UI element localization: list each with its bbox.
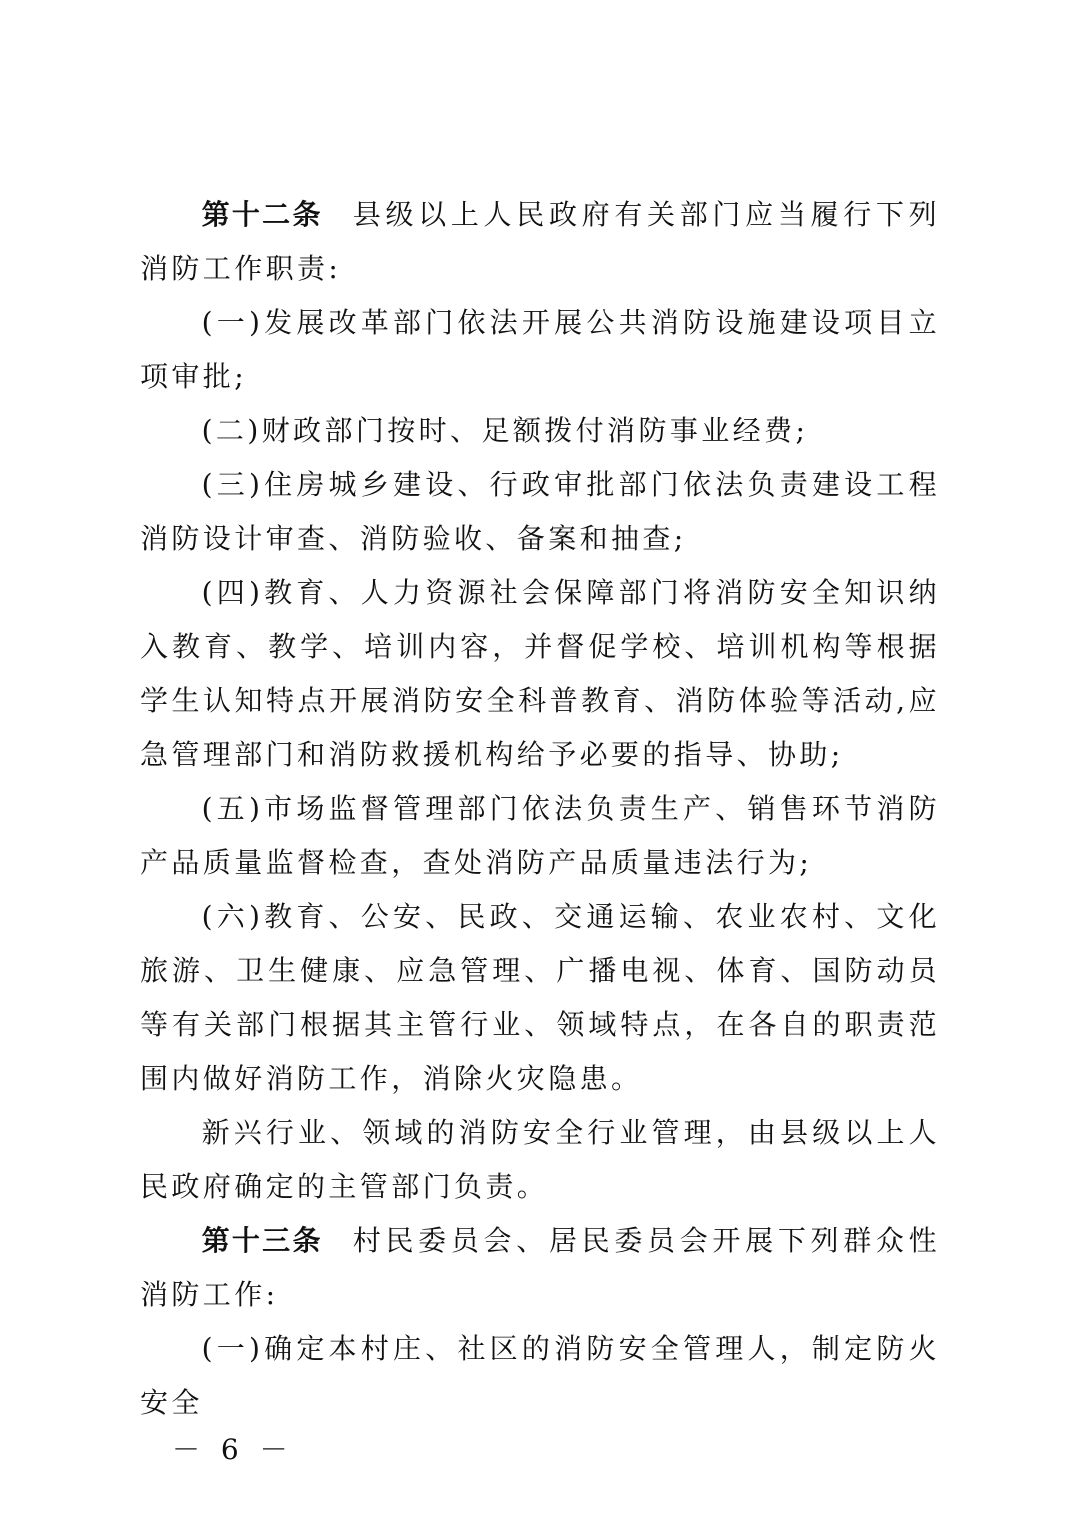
page-number: － 6 － bbox=[172, 1433, 294, 1466]
article-13-number: 第十三条 bbox=[201, 1224, 323, 1257]
article-12-item-6: (六)教育、公安、民政、交通运输、农业农村、文化旅游、卫生健康、应急管理、广播电视、体育、国防动员等有关部门根据其主管行业、领域特点，在各自的职责范围内做好消防工作，消除火灾隐患。 bbox=[140, 900, 940, 1095]
article-12-text: 县级以上人民政府有关部门应当履行下列消防工作职责: bbox=[140, 198, 940, 285]
article-13-heading-paragraph bbox=[140, 1214, 940, 1322]
article-13-text: 村民委员会、居民委员会开展下列群众性消防工作: bbox=[140, 1224, 940, 1311]
article-12-number: 第十二条 bbox=[201, 198, 323, 231]
article-13-item-1: (一)确定本村庄、社区的消防安全管理人，制定防火安全 bbox=[140, 1332, 940, 1419]
article-12-item-3: (三)住房城乡建设、行政审批部门依法负责建设工程消防设计审查、消防验收、备案和抽查; bbox=[140, 468, 940, 555]
article-12-item-1: (一)发展改革部门依法开展公共消防设施建设项目立项审批; bbox=[140, 306, 940, 393]
article-12-item-5: (五)市场监督管理部门依法负责生产、销售环节消防产品质量监督检查，查处消防产品质量违法行为; bbox=[140, 792, 940, 879]
article-12-extra-paragraph: 新兴行业、领域的消防安全行业管理，由县级以上人民政府确定的主管部门负责。 bbox=[140, 1116, 940, 1203]
article-12-item-4: (四)教育、人力资源社会保障部门将消防安全知识纳入教育、教学、培训内容，并督促学校、培训机构等根据学生认知特点开展消防安全科普教育、消防体验等活动,应急管理部门和消防救援机构给予必要的指导、协助; bbox=[140, 576, 940, 771]
article-12-item-2: (二)财政部门按时、足额拨付消防事业经费; bbox=[201, 414, 809, 447]
document-body bbox=[140, 188, 940, 1430]
article-12-heading-paragraph bbox=[140, 188, 940, 296]
